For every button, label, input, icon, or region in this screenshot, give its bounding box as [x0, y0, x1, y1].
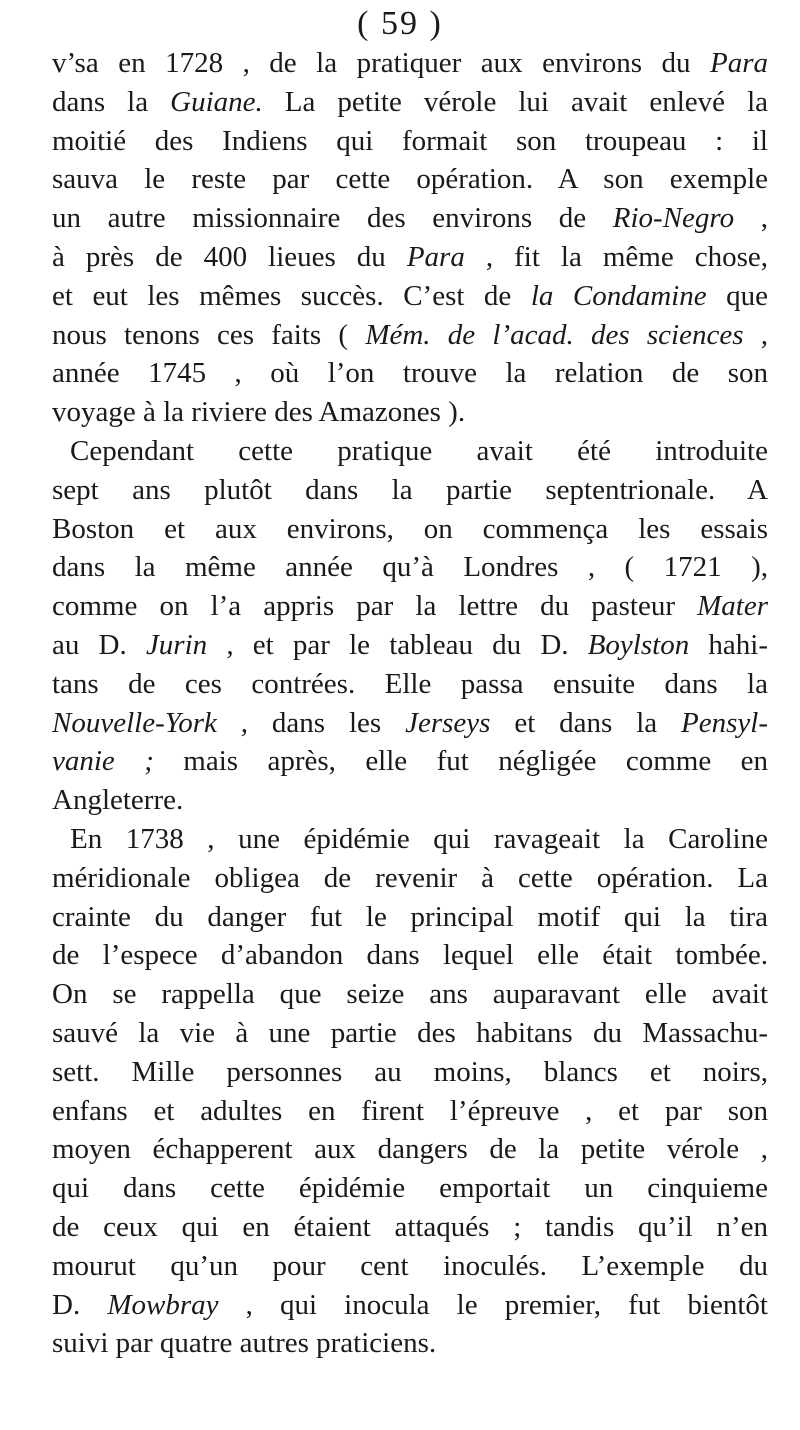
italic-text: Boylston — [587, 628, 690, 661]
text-line — [52, 1286, 768, 1325]
text-run: hahi- — [689, 628, 768, 661]
text-line — [52, 1014, 768, 1053]
text-line — [52, 587, 768, 626]
text-run: Boston et aux environs, on commença les essais — [52, 512, 768, 545]
text-line — [52, 781, 768, 820]
text-run: sauva le reste par cette opération. A son exemple — [52, 163, 768, 196]
text-run: nous tenons ces faits ( — [52, 318, 366, 351]
text-run: sept ans plutôt dans la partie septentrionale. A — [52, 473, 768, 506]
text-run: D. — [52, 1288, 108, 1321]
text-line — [52, 277, 768, 316]
text-line — [52, 316, 768, 355]
text-run: Cependant cette pratique avait été introduite — [70, 434, 768, 467]
text-line — [52, 742, 768, 781]
text-line — [52, 199, 768, 238]
text-run: qui dans cette épidémie emportait un cinquieme — [52, 1172, 768, 1205]
text-line — [52, 44, 768, 83]
text-line — [52, 1247, 768, 1286]
text-line — [52, 1324, 768, 1363]
text-line — [52, 83, 768, 122]
text-run: voyage à la riviere des Amazones ). — [52, 396, 466, 429]
text-run: moyen échapperent aux dangers de la petite vérole , — [52, 1133, 768, 1166]
text-run: , — [734, 202, 769, 235]
text-run: suivi par quatre autres praticiens. — [52, 1327, 437, 1360]
text-run: au D. — [52, 628, 146, 661]
text-line — [52, 471, 768, 510]
text-run: v’sa en 1728 , de la pratiquer aux environs du — [52, 47, 710, 79]
text-line — [52, 1130, 768, 1169]
text-run: mais après, elle fut négligée comme en — [153, 745, 768, 778]
text-run: un autre missionnaire des environs de — [52, 202, 613, 235]
text-run: crainte du danger fut le principal motif qui la tira — [52, 900, 768, 933]
text-run: La petite vérole lui avait enlevé la — [262, 85, 769, 118]
text-run: , qui inocula le premier, fut bientôt — [218, 1288, 768, 1321]
text-run: que — [706, 279, 768, 312]
text-line — [52, 898, 768, 937]
text-line — [52, 820, 768, 859]
text-run: comme on l’a appris par la lettre du pasteur — [52, 590, 698, 623]
italic-text: Nouvelle-York , — [52, 706, 249, 739]
text-line — [52, 704, 768, 743]
text-line — [52, 238, 768, 277]
text-run: moitié des Indiens qui formait son troupeau : il — [52, 124, 768, 157]
text-run: de ceux qui en étaient attaqués ; tandis qu’il n’en — [52, 1210, 768, 1243]
text-run: à près de 400 lieues du — [52, 240, 407, 273]
text-run: et eut les mêmes succès. C’est de — [52, 279, 531, 312]
italic-text: la Condamine — [530, 279, 707, 312]
italic-text: Jerseys — [405, 706, 491, 739]
text-line — [52, 510, 768, 549]
text-run: , fit la même chose, — [464, 240, 768, 273]
italic-text: Para — [406, 240, 465, 273]
text-run: mourut qu’un pour cent inoculés. L’exemple du — [52, 1249, 768, 1282]
text-run: Angleterre. — [52, 784, 184, 817]
text-line — [52, 160, 768, 199]
text-line — [52, 936, 768, 975]
page-number: ( 59 ) — [357, 5, 443, 42]
text-run: année 1745 , où l’on trouve la relation de son — [52, 357, 768, 390]
text-line — [52, 859, 768, 898]
text-line — [52, 354, 768, 393]
text-run: sett. Mille personnes au moins, blancs et noirs, — [52, 1055, 768, 1088]
text-line — [52, 1169, 768, 1208]
italic-text: Rio-Negro — [612, 202, 735, 235]
italic-text: Pensyl- — [681, 706, 769, 739]
italic-text: Jurin , — [145, 628, 234, 661]
text-run: tans de ces contrées. Elle passa ensuite dans la — [52, 667, 768, 700]
text-run: dans les — [248, 706, 406, 739]
text-run: dans la même année qu’à Londres , ( 1721 ), — [52, 551, 768, 584]
text-line — [52, 1092, 768, 1131]
text-run: En 1738 , une épidémie qui ravageait la Caroline — [70, 822, 768, 855]
text-line — [52, 975, 768, 1014]
text-run: et par le tableau du D. — [233, 628, 588, 661]
italic-text: Guiane. — [170, 85, 263, 118]
text-run: et dans la — [490, 706, 682, 739]
text-line — [52, 626, 768, 665]
text-run: dans la — [52, 85, 171, 118]
text-line — [52, 1053, 768, 1092]
text-line — [52, 548, 768, 587]
text-run: On se rappella que seize ans auparavant elle avait — [52, 978, 768, 1011]
italic-text: Para — [710, 47, 768, 79]
text-run: méridionale obligea de revenir à cette opération. La — [52, 861, 768, 894]
text-line — [52, 1208, 768, 1247]
text-run: enfans et adultes en firent l’épreuve , et par son — [52, 1094, 768, 1127]
text-line — [52, 393, 768, 432]
italic-text: Mater — [697, 590, 768, 623]
italic-text: Mowbray — [107, 1288, 219, 1321]
italic-text: vanie ; — [52, 745, 154, 778]
italic-text: Mém. de l’acad. des sciences , — [365, 318, 768, 351]
text-run: de l’espece d’abandon dans lequel elle était tombée. — [52, 939, 768, 972]
text-line — [52, 432, 768, 471]
text-run: sauvé la vie à une partie des habitans du Massachu- — [52, 1016, 768, 1049]
text-line — [52, 122, 768, 161]
body-text — [52, 44, 768, 1363]
text-line — [52, 665, 768, 704]
